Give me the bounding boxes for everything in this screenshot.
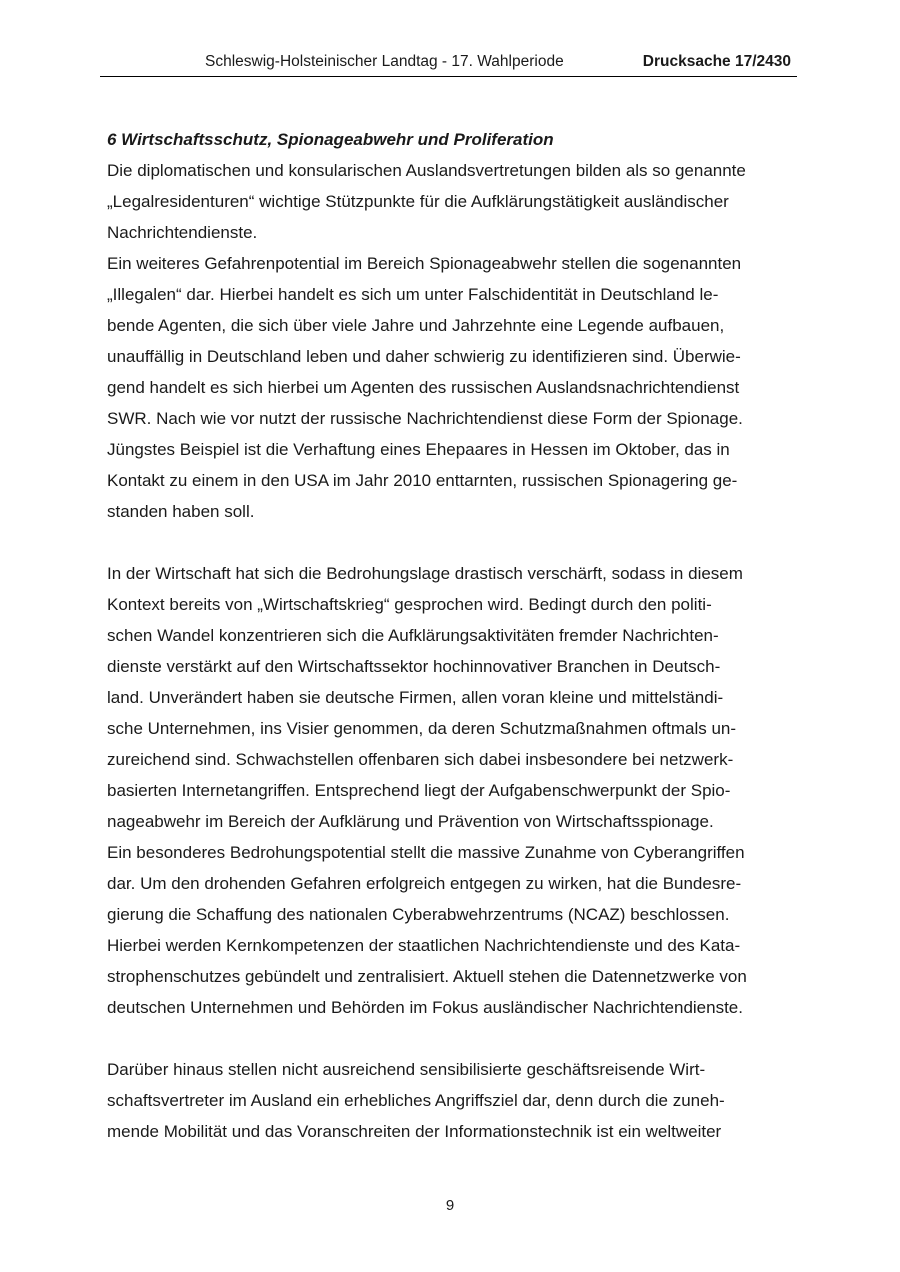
text-line: „Illegalen“ dar. Hierbei handelt es sich um unter Falschidentität in Deutschland le- [107, 285, 719, 304]
text-line: bende Agenten, die sich über viele Jahre und Jahrzehnte eine Legende aufbauen, [107, 316, 725, 335]
text-line: Kontakt zu einem in den USA im Jahr 2010 enttarnten, russischen Spionagering ge- [107, 471, 738, 490]
text-line: gend handelt es sich hierbei um Agenten des russischen Auslandsnachrichtendienst [107, 378, 740, 397]
text-line: zureichend sind. Schwachstellen offenbaren sich dabei insbesondere bei netzwerk- [107, 750, 734, 769]
text-line: deutschen Unternehmen und Behörden im Fokus ausländischer Nachrichtendienste. [107, 998, 743, 1017]
paragraph-spacer [107, 1023, 797, 1054]
text-line: dar. Um den drohenden Gefahren erfolgreich entgegen zu wirken, hat die Bundesre- [107, 874, 742, 893]
header-title: Schleswig-Holsteinischer Landtag - 17. Wahlperiode [205, 53, 564, 70]
text-line: mende Mobilität und das Voranschreiten der Informationstechnik ist ein weltweiter [107, 1122, 722, 1141]
page-header [100, 52, 797, 77]
text-line: „Legalresidenturen“ wichtige Stützpunkte für die Aufklärungstätigkeit ausländischer [107, 192, 729, 211]
text-line: In der Wirtschaft hat sich die Bedrohungslage drastisch verschärft, sodass in diesem [107, 564, 743, 583]
text-line: schen Wandel konzentrieren sich die Aufklärungsaktivitäten fremder Nachrichten- [107, 626, 719, 645]
paragraph-2 [107, 248, 797, 527]
text-line: unauffällig in Deutschland leben und daher schwierig zu identifizieren sind. Überwie- [107, 347, 741, 366]
text-line: Kontext bereits von „Wirtschaftskrieg“ gesprochen wird. Bedingt durch den politi- [107, 595, 712, 614]
text-line: SWR. Nach wie vor nutzt der russische Nachrichtendienst diese Form der Spionage. [107, 409, 743, 428]
paragraph-spacer [107, 527, 797, 558]
text-line: land. Unverändert haben sie deutsche Firmen, allen voran kleine und mittelständi- [107, 688, 724, 707]
document-body [107, 124, 797, 1147]
text-line: Darüber hinaus stellen nicht ausreichend sensibilisierte geschäftsreisende Wirt- [107, 1060, 706, 1079]
text-line: Jüngstes Beispiel ist die Verhaftung eines Ehepaares in Hessen im Oktober, das in [107, 440, 730, 459]
section-heading: 6 Wirtschaftsschutz, Spionageabwehr und Proliferation [107, 130, 554, 149]
text-line: standen haben soll. [107, 502, 255, 521]
text-line: Die diplomatischen und konsularischen Auslandsvertretungen bilden als so genannte [107, 161, 746, 180]
text-line: strophenschutzes gebündelt und zentralisiert. Aktuell stehen die Datennetzwerke von [107, 967, 747, 986]
text-line: Ein weiteres Gefahrenpotential im Bereich Spionageabwehr stellen die sogenannten [107, 254, 742, 273]
text-line: gierung die Schaffung des nationalen Cyberabwehrzentrums (NCAZ) beschlossen. [107, 905, 730, 924]
text-line: schaftsvertreter im Ausland ein erhebliches Angriffsziel dar, denn durch die zuneh- [107, 1091, 725, 1110]
text-line: basierten Internetangriffen. Entsprechend liegt der Aufgabenschwerpunkt der Spio- [107, 781, 731, 800]
paragraph-5 [107, 1054, 797, 1147]
text-line: nageabwehr im Bereich der Aufklärung und Prävention von Wirtschaftsspionage. [107, 812, 714, 831]
text-line: Hierbei werden Kernkompetenzen der staatlichen Nachrichtendienste und des Kata- [107, 936, 741, 955]
page-number: 9 [445, 1197, 455, 1214]
paragraph-3 [107, 558, 797, 837]
text-line: Nachrichtendienste. [107, 223, 258, 242]
text-line: sche Unternehmen, ins Visier genommen, da deren Schutzmaßnahmen oftmals un- [107, 719, 737, 738]
header-doc-number: Drucksache 17/2430 [642, 53, 791, 70]
paragraph-4 [107, 837, 797, 1023]
text-line: Ein besonderes Bedrohungspotential stellt die massive Zunahme von Cyberangriffen [107, 843, 745, 862]
paragraph-1 [107, 155, 797, 248]
text-line: dienste verstärkt auf den Wirtschaftssektor hochinnovativer Branchen in Deutsch- [107, 657, 721, 676]
